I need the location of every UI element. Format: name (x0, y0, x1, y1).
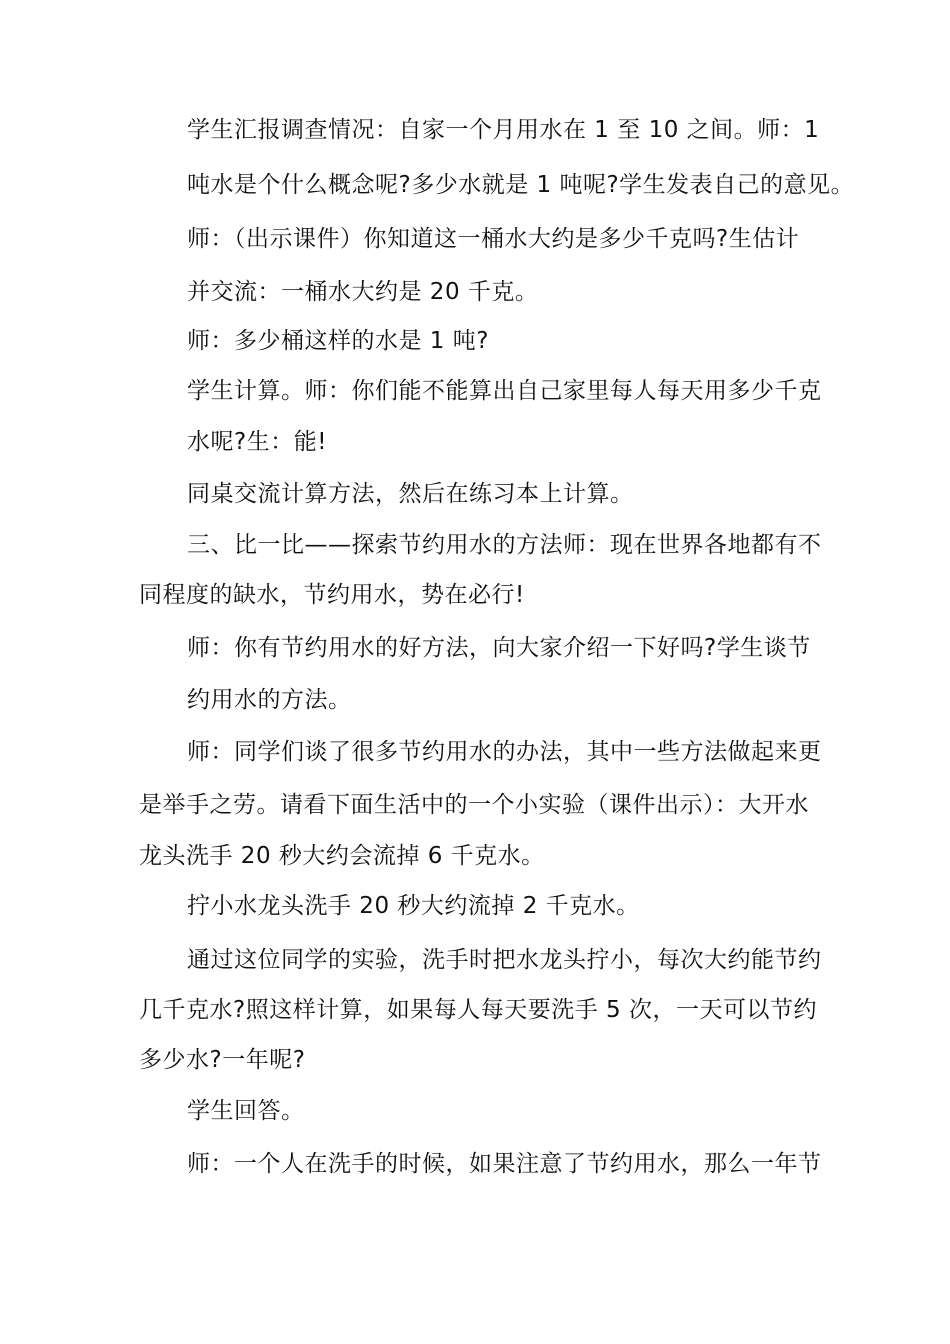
text-line: 同桌交流计算方法，然后在练习本上计算。 (187, 481, 634, 507)
text-line: 是举手之劳。请看下面生活中的一个小实验（课件出示）：大开水 (139, 792, 809, 818)
text-line: 龙头洗手 20 秒大约会流掉 6 千克水。 (139, 843, 545, 869)
text-line: 师：你有节约用水的好方法，向大家介绍一下好吗?学生谈节 (187, 635, 811, 661)
text-line: 多少水?一年呢? (139, 1047, 306, 1073)
text-line: 学生计算。师：你们能不能算出自己家里每人每天用多少千克 (187, 378, 822, 404)
text-line: 几千克水?照这样计算，如果每人每天要洗手 5 次，一天可以节约 (139, 997, 817, 1023)
text-line: 学生回答。 (187, 1098, 305, 1124)
text-line: 吨水是个什么概念呢?多少水就是 1 吨呢?学生发表自己的意见。 (187, 172, 855, 198)
text-line: 学生汇报调查情况：自家一个月用水在 1 至 10 之间。师：1 (187, 117, 820, 143)
text-line: 师：一个人在洗手的时候，如果注意了节约用水，那么一年节 (187, 1151, 822, 1177)
text-line: 同程度的缺水，节约用水，势在必行! (139, 582, 525, 608)
text-line: 师：同学们谈了很多节约用水的办法，其中一些方法做起来更 (187, 739, 822, 765)
text-line: 并交流：一桶水大约是 20 千克。 (187, 279, 539, 305)
text-line: 拧小水龙头洗手 20 秒大约流掉 2 千克水。 (187, 893, 640, 919)
text-line: 师：多少桶这样的水是 1 吨? (187, 328, 489, 354)
text-line: 通过这位同学的实验，洗手时把水龙头拧小，每次大约能节约 (187, 947, 822, 973)
text-line: 三、比一比——探索节约用水的方法师：现在世界各地都有不 (187, 532, 822, 558)
text-line: 约用水的方法。 (187, 687, 352, 713)
text-line: 水呢?生：能! (187, 429, 327, 455)
text-line: 师：（出示课件）你知道这一桶水大约是多少千克吗?生估计 (187, 226, 800, 252)
